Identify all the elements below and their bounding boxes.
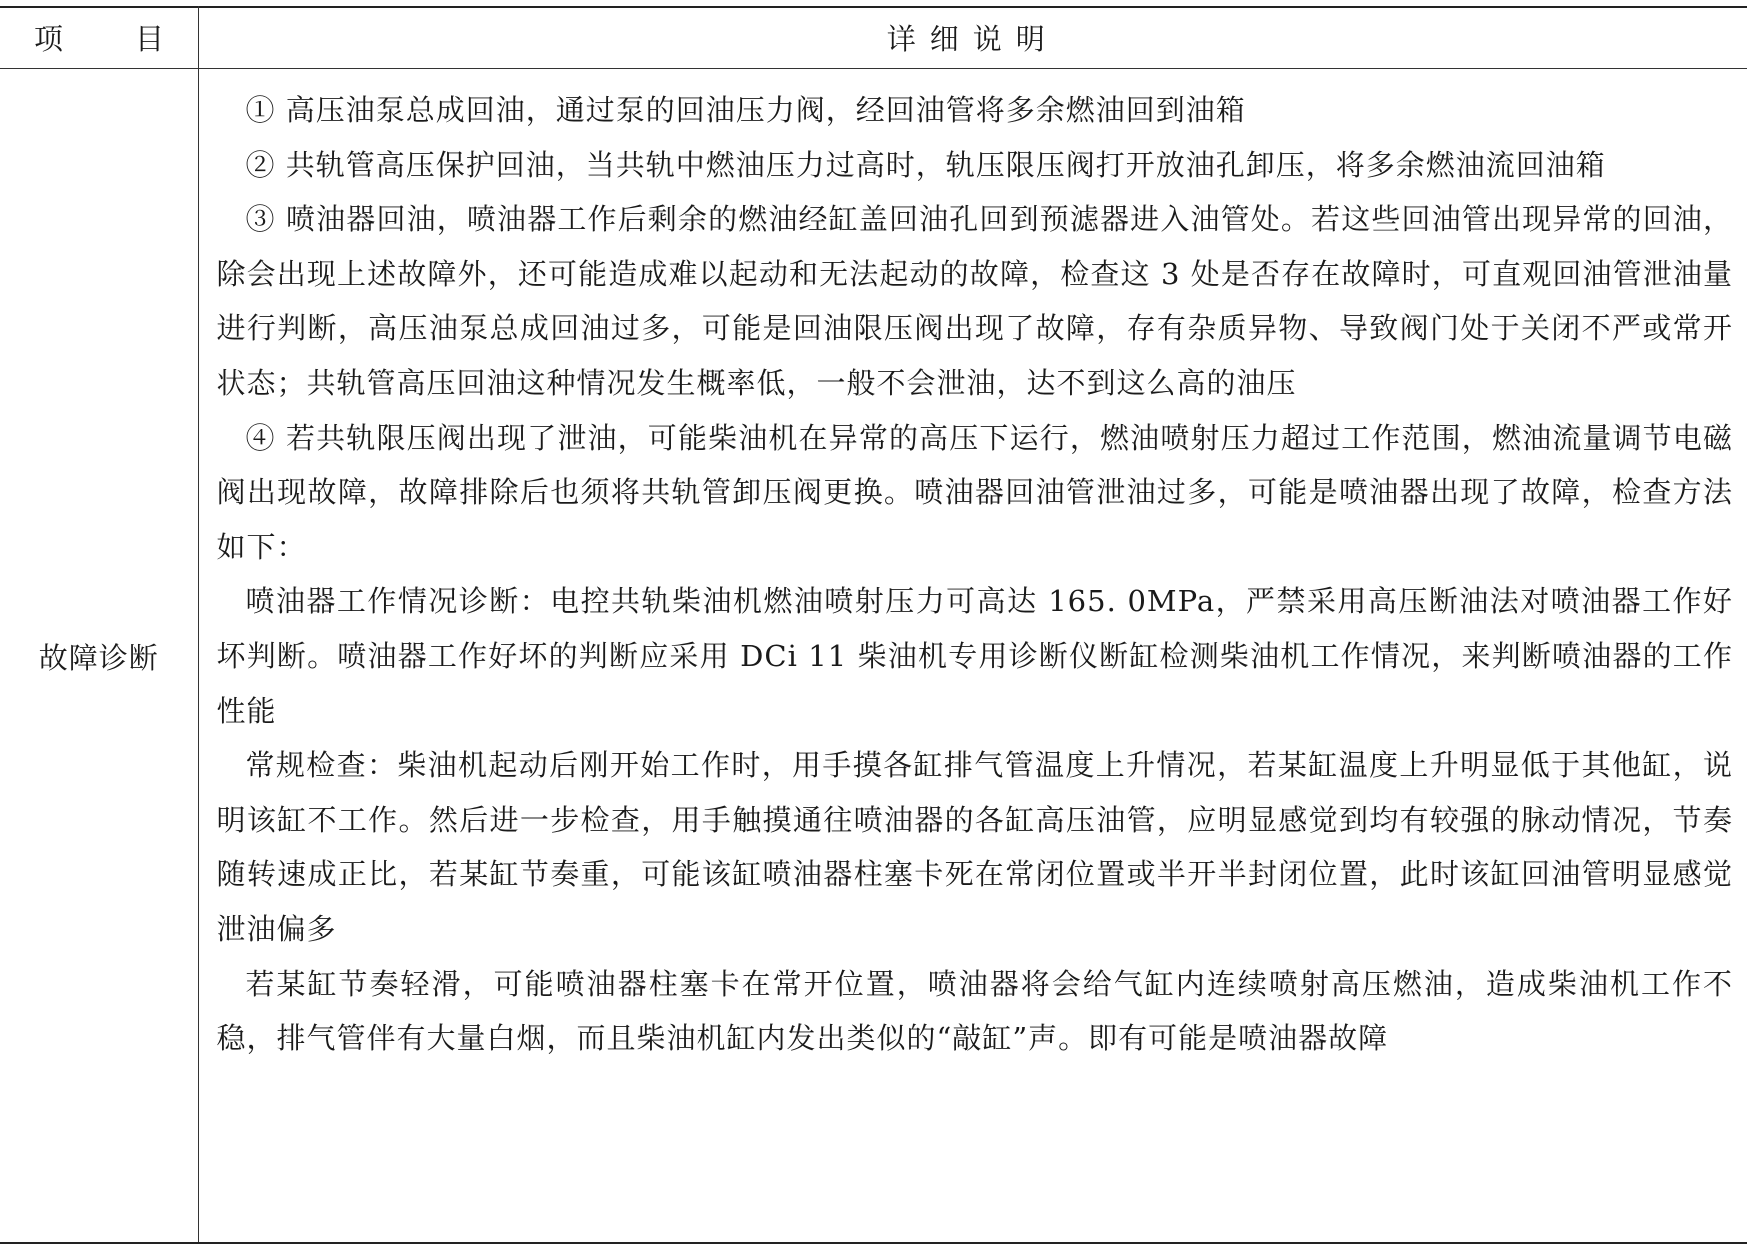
table-header-row: [0, 6, 1747, 69]
row-label: 故障诊断: [0, 69, 198, 1245]
paragraph-7: 若某缸节奏轻滑，可能喷油器柱塞卡在常开位置，喷油器将会给气缸内连续喷射高压燃油，造成柴油机工作不稳，排气管伴有大量白烟，而且柴油机缸内发出类似的“敲缸”声。即有可能是喷油器故障: [216, 966, 1733, 1056]
table-bottom-rule: [0, 1242, 1747, 1244]
paragraph-3: ③ 喷油器回油，喷油器工作后剩余的燃油经缸盖回油孔回到预滤器进入油管处。若这些回油管出现异常的回油，除会出现上述故障外，还可能造成难以起动和无法起动的故障，检查这 3 处是否存在故障时，可直观回油管泄油量进行判断，高压油泵总成回油过多，可能是回油限压阀出现了故障，存有杂质异物、导致阀门处于关闭不严或常开状态；共轨管高压回油这种情况发生概率低，一般不会泄油，达不到这么高的油压: [216, 202, 1733, 400]
detail-cell: [198, 69, 1747, 1245]
header-detail: 详细说明: [198, 6, 1747, 69]
paragraph-5: 喷油器工作情况诊断：电控共轨柴油机燃油喷射压力可高达 165. 0MPa，严禁采用高压断油法对喷油器工作好坏判断。喷油器工作好坏的判断应采用 DCi 11 柴油机专用诊断仪断缸检测柴油机工作情况，来判断喷油器的工作性能: [216, 584, 1733, 728]
paragraph-4: ④ 若共轨限压阀出现了泄油，可能柴油机在异常的高压下运行，燃油喷射压力超过工作范围，燃油流量调节电磁阀出现故障，故障排除后也须将共轨管卸压阀更换。喷油器回油管泄油过多，可能是喷油器出现了故障，检查方法如下：: [216, 420, 1733, 564]
paragraph-1: ① 高压油泵总成回油，通过泵的回油压力阀，经回油管将多余燃油回到油箱: [245, 93, 1246, 127]
diagnosis-table: [0, 6, 1747, 1244]
paragraph-6: 常规检查：柴油机起动后刚开始工作时，用手摸各缸排气管温度上升情况，若某缸温度上升明显低于其他缸，说明该缸不工作。然后进一步检查，用手触摸通往喷油器的各缸高压油管，应明显感觉到均有较强的脉动情况，节奏随转速成正比，若某缸节奏重，可能该缸喷油器柱塞卡死在常闭位置或半开半封闭位置，此时该缸回油管明显感觉泄油偏多: [216, 748, 1733, 946]
paragraph-2: ② 共轨管高压保护回油，当共轨中燃油压力过高时，轨压限压阀打开放油孔卸压，将多余燃油流回油箱: [245, 147, 1606, 182]
table-row: [0, 69, 1747, 1245]
header-item: 项目: [0, 6, 198, 69]
